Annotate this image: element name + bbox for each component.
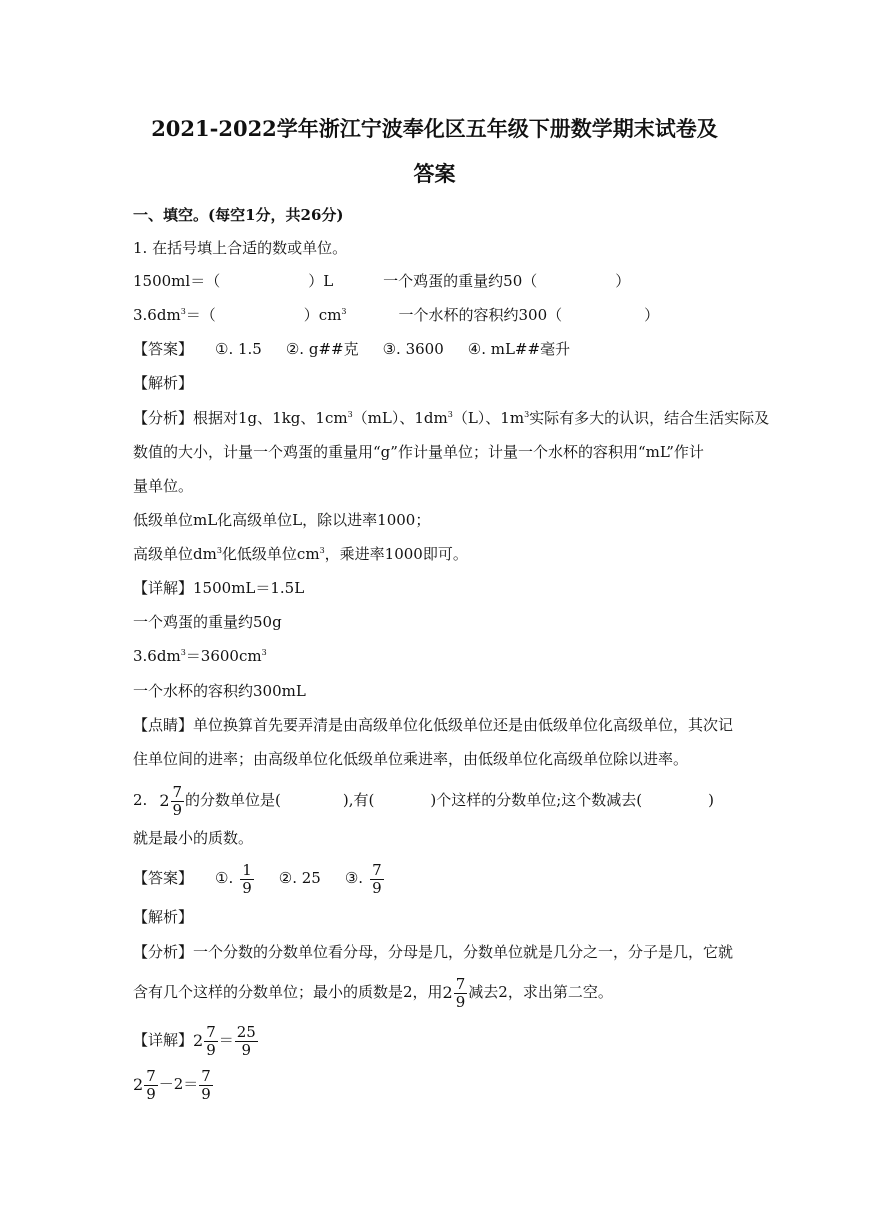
q2-stem-a: 的分数单位是( [185, 791, 281, 809]
superscript-3: 3 [347, 410, 353, 419]
q1-rule2-a: 高级单位dm [133, 545, 217, 563]
q2-stem-line1 [133, 783, 714, 819]
superscript-3: 3 [447, 410, 453, 419]
q2-stem-b: ),有( [342, 791, 375, 809]
q1-row2-b-post: ） [644, 306, 660, 324]
fenxi-label: 【分析】 [133, 409, 194, 427]
equals-sign: ＝ [218, 1031, 234, 1049]
fraction-numerator: 7 [172, 782, 183, 801]
q1-fenxi-part1: 根据对1g、1kg、1cm [193, 409, 348, 427]
q2-stem-line2: 就是最小的质数。 [133, 829, 254, 847]
fenxi-label: 【分析】 [133, 943, 194, 961]
fraction-numerator: 25 [236, 1022, 256, 1041]
fraction-numerator: 1 [242, 860, 252, 879]
q1-row2-b-pre: 一个水杯的容积约300（ [398, 306, 563, 324]
q1-detail1: 1500mL＝1.5L [193, 579, 305, 597]
q2-fenxi-text1: 一个分数的分数单位看分母，分母是几，分数单位就是几分之一，分子是几，它就 [193, 943, 734, 961]
fraction-denominator: 9 [172, 800, 183, 819]
detail-label: 【详解】 [133, 1031, 194, 1049]
q2-fenxi-line2 [133, 970, 613, 1015]
q1-row2-a-post: ）cm [303, 306, 342, 324]
superscript-3: 3 [524, 410, 530, 419]
q1-row1 [133, 271, 630, 291]
q1-rule1: 低级单位mL化高级单位L，除以进率1000； [133, 511, 431, 529]
superscript-3: 3 [180, 648, 186, 657]
q1-fenxi-part4: 实际有多大的认识，结合生活实际及 [529, 409, 770, 427]
q1-fenxi-line2: 数值的大小，计量一个鸡蛋的重量用“g”作计量单位；计量一个水杯的容积用“mL”作计 [133, 443, 704, 461]
q2-fenxi-text2-a: 含有几个这样的分数单位；最小的质数是2，用 [133, 983, 443, 1001]
q1-stem: 1. 在括号填上合适的数或单位。 [133, 239, 348, 257]
mixed-number-fraction [454, 976, 468, 1011]
q2-answer-line [133, 858, 385, 898]
superscript-3: 3 [341, 307, 347, 316]
q1-analysis-label: 【解析】 [133, 374, 194, 392]
q2-detail-eq1 [133, 1018, 259, 1063]
q1-rule2-b: 化低级单位cm [221, 545, 320, 563]
detail-label: 【详解】 [133, 579, 194, 597]
section-heading: 一、填空。(每空1分，共26分) [133, 206, 344, 224]
q1-fenxi-line1 [133, 408, 769, 428]
fraction-denominator: 9 [242, 878, 252, 897]
fraction-denominator: 9 [372, 878, 382, 897]
q2-detail-eq2 [133, 1062, 214, 1107]
mixed-number-fraction [171, 784, 185, 819]
q2-eq2-result-fraction [199, 1068, 213, 1103]
q1-fenxi-part2: （mL）、1dm [352, 409, 448, 427]
q1-dianjing-line1 [133, 715, 733, 735]
q1-dianjing-text1: 单位换算首先要弄清是由高级单位化低级单位还是由低级单位化高级单位，其次记 [193, 716, 734, 734]
fraction-numerator: 7 [206, 1022, 216, 1041]
q1-detail-line2: 一个鸡蛋的重量约50g [133, 613, 282, 631]
dianjing-label: 【点睛】 [133, 716, 194, 734]
q2-eq1-result-fraction [235, 1024, 258, 1059]
q1-answer-2: ②. g##克 [285, 340, 359, 358]
superscript-3: 3 [180, 307, 186, 316]
q1-fenxi-line3: 量单位。 [133, 477, 194, 495]
q1-row2-a-mid: ＝（ [185, 306, 216, 324]
mixed-number-whole: 2 [442, 983, 453, 1002]
document-title-line2: 答案 [413, 161, 456, 186]
q1-detail3-a: 3.6dm [133, 647, 181, 665]
q1-answer-1: ①. 1.5 [215, 340, 262, 358]
q1-detail3-b: ＝3600cm [185, 647, 262, 665]
mixed-number-whole: 2 [133, 1075, 144, 1094]
q1-row2 [133, 305, 659, 325]
answer-label: 【答案】 [133, 340, 194, 358]
q2-answer-1-fraction [240, 862, 254, 897]
q2-stem-d: ) [708, 791, 715, 809]
superscript-3: 3 [319, 546, 325, 555]
fraction-numerator: 7 [146, 1066, 156, 1085]
q2-analysis-label: 【解析】 [133, 908, 194, 926]
fraction-denominator: 9 [146, 1084, 156, 1103]
q1-row1-b-post: ） [615, 272, 631, 290]
mixed-number-whole: 2 [193, 1031, 204, 1050]
q2-fenxi-text2-b: 减去2，求出第二空。 [468, 983, 613, 1001]
q1-answer-3: ③. 3600 [382, 340, 444, 358]
fraction-numerator: 7 [201, 1066, 211, 1085]
q1-answer-line [133, 339, 570, 359]
fraction-denominator: 9 [455, 992, 466, 1011]
q2-stem-c: )个这样的分数单位;这个数减去( [430, 791, 643, 809]
q1-answer-4: ④. mL##毫升 [467, 340, 571, 358]
fraction-denominator: 9 [206, 1040, 216, 1059]
q1-detail-line1 [133, 578, 304, 598]
q1-dianjing-line2: 住单位间的进率；由高级单位化低级单位乘进率，由低级单位化高级单位除以进率。 [133, 750, 689, 768]
answer-label: 【答案】 [133, 869, 194, 887]
superscript-3: 3 [261, 648, 267, 657]
q1-row1-b-pre: 一个鸡蛋的重量约50（ [383, 272, 538, 290]
mixed-number-fraction [144, 1068, 158, 1103]
q1-row2-a-pre: 3.6dm [133, 306, 181, 324]
q1-rule2 [133, 544, 468, 564]
q1-fenxi-part3: （L）、1m [452, 409, 525, 427]
q1-row1-a-post: ）L [308, 272, 334, 290]
mixed-number-fraction [204, 1024, 218, 1059]
q2-number: 2. [133, 791, 148, 809]
q1-rule2-c: ，乘进率1000即可。 [324, 545, 468, 563]
fraction-numerator: 7 [372, 860, 382, 879]
q1-detail-line3 [133, 646, 267, 666]
q2-fenxi-line1 [133, 942, 733, 962]
document-title-line1: 2021-2022学年浙江宁波奉化区五年级下册数学期末试卷及 [151, 116, 718, 141]
q2-answer-3-fraction [370, 862, 384, 897]
q2-answer-3-label: ③. [344, 869, 364, 887]
fraction-denominator: 9 [201, 1084, 211, 1103]
mixed-number-whole: 2 [159, 791, 170, 810]
superscript-3: 3 [216, 546, 222, 555]
fraction-numerator: 7 [455, 974, 466, 993]
q2-answer-2: ②. 25 [278, 869, 321, 887]
minus-two-equals: －2＝ [158, 1075, 199, 1093]
q2-answer-1-label: ①. [215, 869, 234, 887]
fraction-denominator: 9 [241, 1040, 252, 1059]
q1-row1-a-pre: 1500ml＝（ [133, 272, 221, 290]
q1-detail-line4: 一个水杯的容积约300mL [133, 682, 306, 700]
